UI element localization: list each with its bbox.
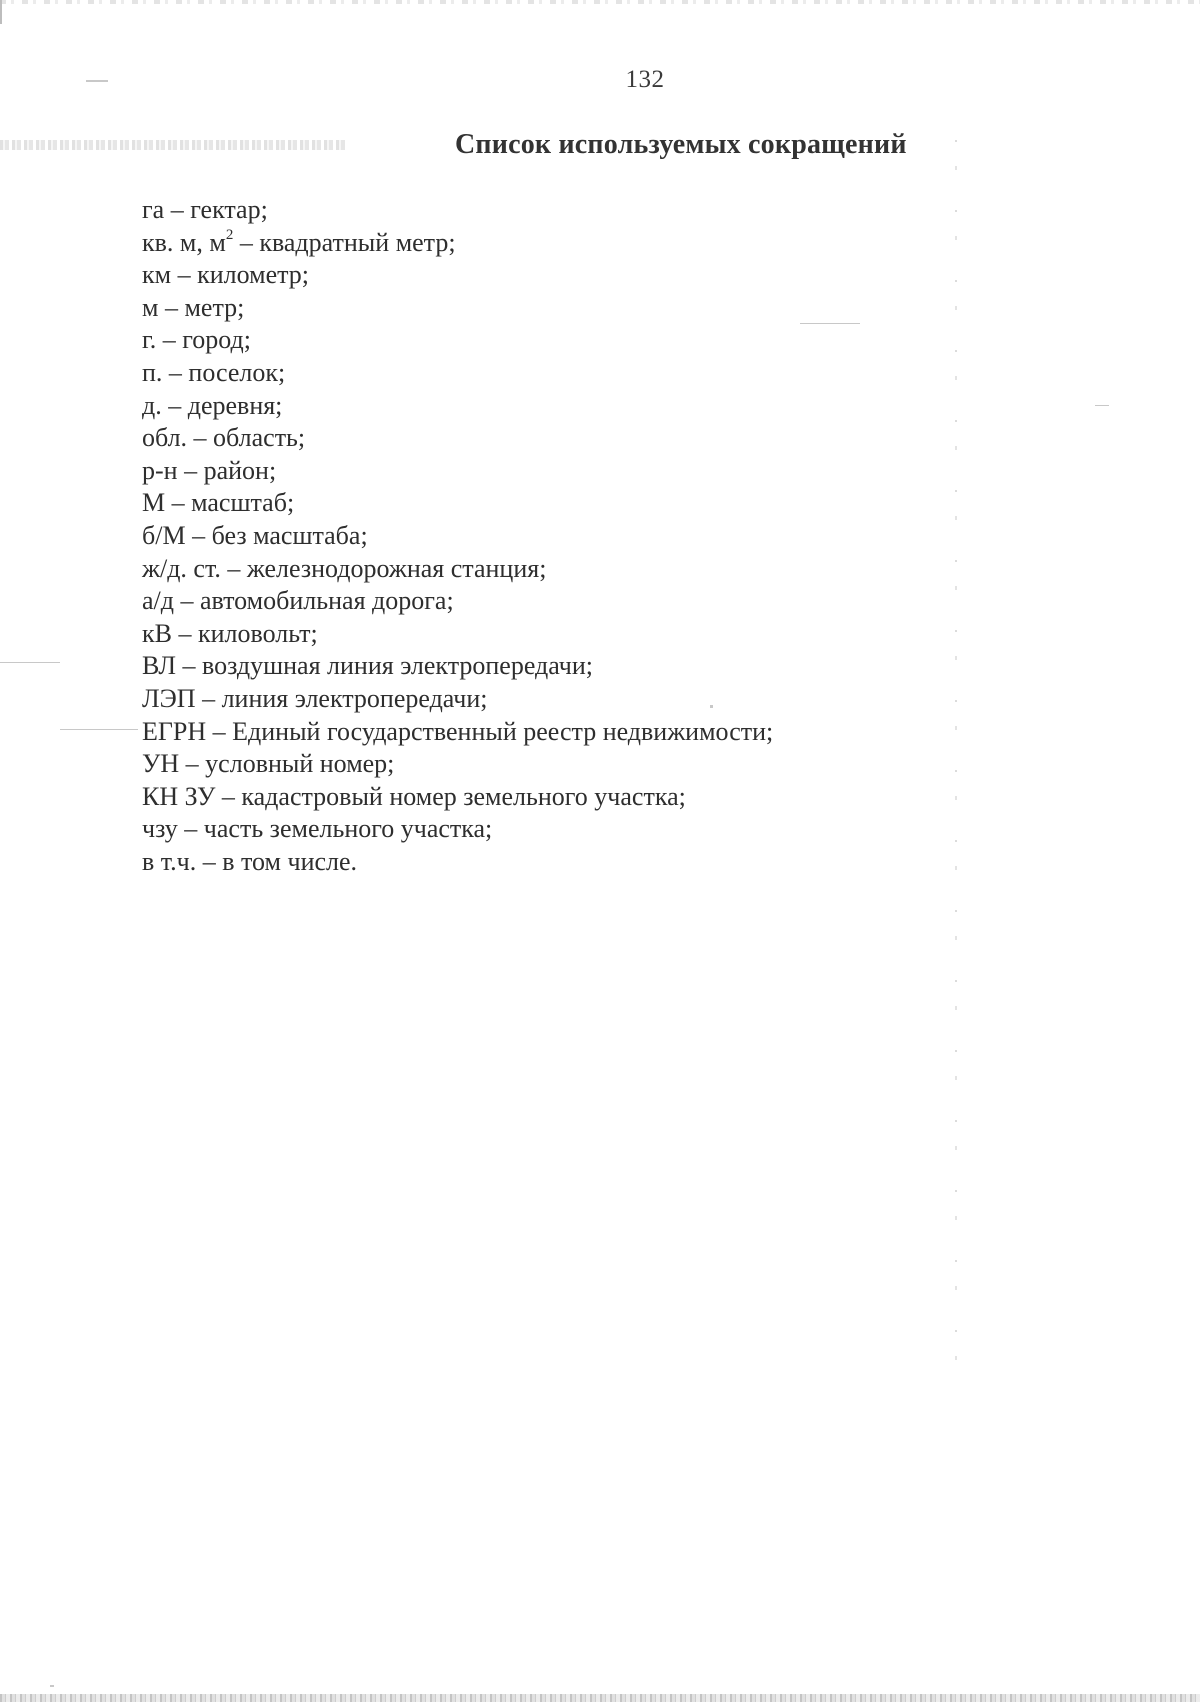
abbr-prefix: кв. м, м	[142, 227, 226, 257]
list-item: ЛЭП – линия электропередачи;	[142, 683, 488, 713]
list-item: ВЛ – воздушная линия электропередачи;	[142, 651, 593, 681]
list-item: ж/д. ст. – железнодорожная станция;	[142, 553, 547, 583]
page-title: Список используемых сокращений	[455, 129, 907, 160]
list-item: М – масштаб;	[142, 488, 295, 518]
list-item: обл. – область;	[142, 423, 306, 453]
list-item: кВ – киловольт;	[142, 618, 318, 648]
list-item: чзу – часть земельного участка;	[142, 814, 493, 844]
page-number: 132	[625, 66, 665, 93]
list-item: р-н – район;	[142, 455, 277, 485]
scan-speck	[0, 662, 60, 663]
scan-left-mark	[0, 0, 2, 24]
list-item: а/д – автомобильная дорога;	[142, 586, 454, 616]
scan-speck	[1095, 405, 1109, 406]
abbreviation-list	[142, 194, 773, 878]
superscript: 2	[225, 226, 234, 243]
list-item	[142, 227, 773, 260]
scan-bottom-edge	[0, 1694, 1200, 1702]
list-item: КН ЗУ – кадастровый номер земельного участка;	[142, 781, 686, 811]
scan-speck	[710, 705, 713, 708]
list-item: га – гектар;	[142, 195, 268, 224]
scan-top-edge	[0, 0, 1200, 4]
list-item: в т.ч. – в том числе.	[142, 846, 358, 876]
scan-speck	[86, 80, 108, 82]
list-item: м – метр;	[142, 292, 245, 322]
list-item: км – километр;	[142, 260, 310, 290]
list-item: б/М – без масштаба;	[142, 520, 368, 550]
list-item: УН – условный номер;	[142, 749, 395, 779]
list-item: г. – город;	[142, 325, 251, 355]
list-item: ЕГРН – Единый государственный реестр недвижимости;	[142, 716, 774, 746]
abbr-suffix: – квадратный метр;	[233, 227, 456, 257]
scan-artifact-smudge	[0, 140, 345, 150]
list-item: д. – деревня;	[142, 390, 283, 420]
scan-speck	[60, 729, 138, 730]
list-item: п. – поселок;	[142, 357, 286, 387]
scan-speck	[800, 323, 860, 324]
scan-right-margin-dots	[955, 140, 957, 1380]
scan-speck	[50, 1685, 54, 1687]
